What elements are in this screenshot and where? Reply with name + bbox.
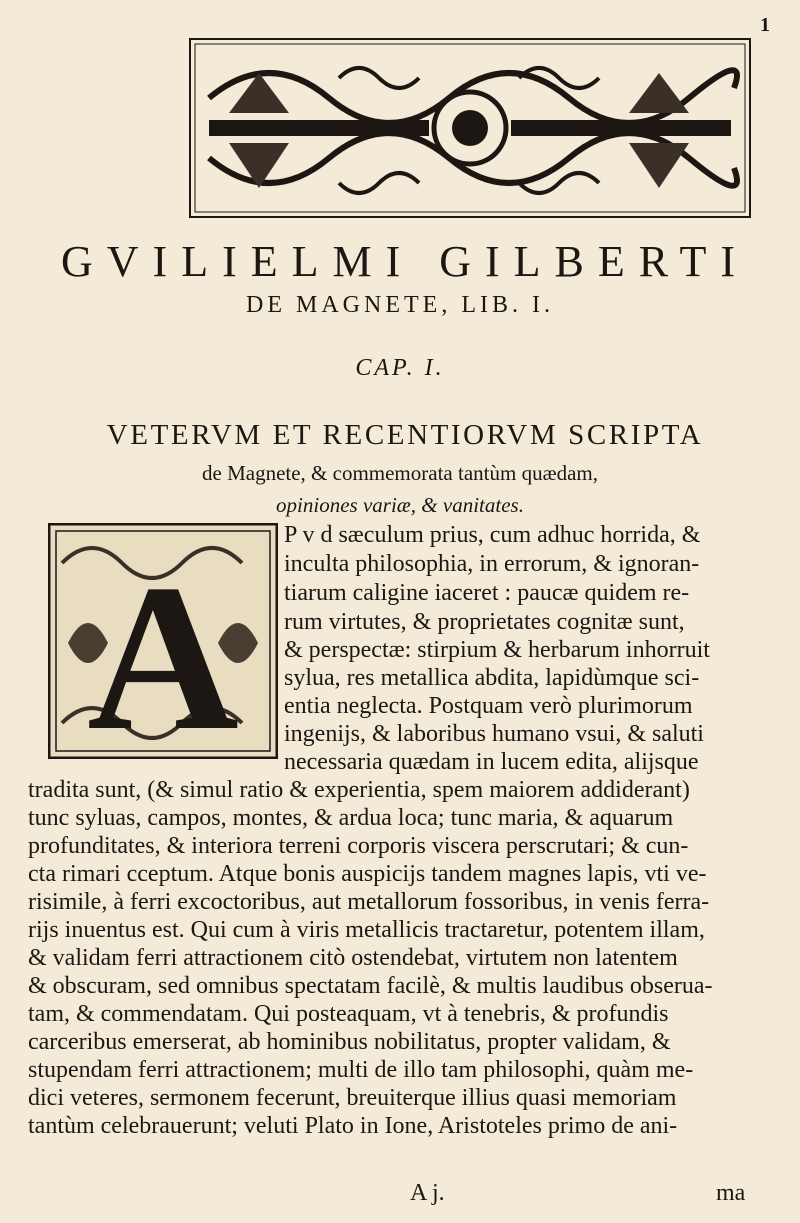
book-title: DE MAGNETE, LIB. I. [246,292,554,318]
text-line: tiarum caligine iaceret : paucæ quidem re- [284,580,690,606]
text-line: dici veteres, sermonem fecerunt, breuiterque illius quasi memoriam [28,1085,677,1111]
text-line: profunditates, & interiora terreni corporis viscera perscrutari; & cun- [28,833,689,859]
text-line: rum virtutes, & proprietates cognitæ sunt, [284,609,685,635]
signature-mark: A j. [410,1180,445,1206]
text-line: inculta philosophia, in errorum, & ignoran- [284,551,700,577]
chapter-heading: VETERVM ET RECENTIORVM SCRIPTA [106,419,704,451]
text-line: & obscuram, sed omnibus spectatam facilè, & multis laudibus obserua- [28,973,713,999]
text-line: P v d sæculum prius, cum adhuc horrida, & [284,522,701,548]
author-heading: GVILIELMI GILBERTI [60,237,750,286]
text-line: risimile, à ferri excoctoribus, aut metallorum fossoribus, in venis ferra- [28,889,710,915]
text-line: carceribus emerserat, ab hominibus nobilitatus, propter validam, & [28,1029,671,1055]
chapter-label: CAP. I. [355,355,445,381]
page-number: 1 [760,14,770,36]
text-line: necessaria quædam in lucem edita, alijsque [284,749,699,775]
text-line: & perspectæ: stirpium & herbarum inhorruit [284,637,710,663]
ornamental-headpiece [189,38,751,218]
catchword: ma [716,1180,746,1206]
text-line: ingenijs, & laboribus humano vsui, & saluti [284,721,704,747]
text-line: tradita sunt, (& simul ratio & experientia, spem maiorem addiderant) [28,777,690,803]
text-line: rijs inuentus est. Qui cum à viris metallicis tractaretur, potentem illam, [28,917,705,943]
text-line: sylua, res metallica abdita, lapidùmque sci- [284,665,700,691]
text-line: tantùm celebrauerunt; veluti Plato in Ione, Aristoteles primo de ani- [28,1113,678,1139]
text-line: tam, & commendatam. Qui posteaquam, vt à tenebris, & profundis [28,1001,669,1027]
text-line: cta rimari cceptum. Atque bonis auspicijs tandem magnes lapis, vti ve- [28,861,707,887]
subheading-2: opiniones variæ, & vanitates. [276,493,524,517]
text-line: & validam ferri attractionem citò ostendebat, virtutem non latentem [28,945,678,971]
text-line: stupendam ferri attractionem; multi de illo tam philosophi, quàm me- [28,1057,694,1083]
decorated-initial [48,523,278,759]
text-line: tunc syluas, campos, montes, & ardua loca; tunc maria, & aquarum [28,805,674,831]
initial-letter: A [87,542,239,759]
text-line: entia neglecta. Postquam verò plurimorum [284,693,693,719]
subheading-1: de Magnete, & commemorata tantùm quædam, [202,461,598,485]
